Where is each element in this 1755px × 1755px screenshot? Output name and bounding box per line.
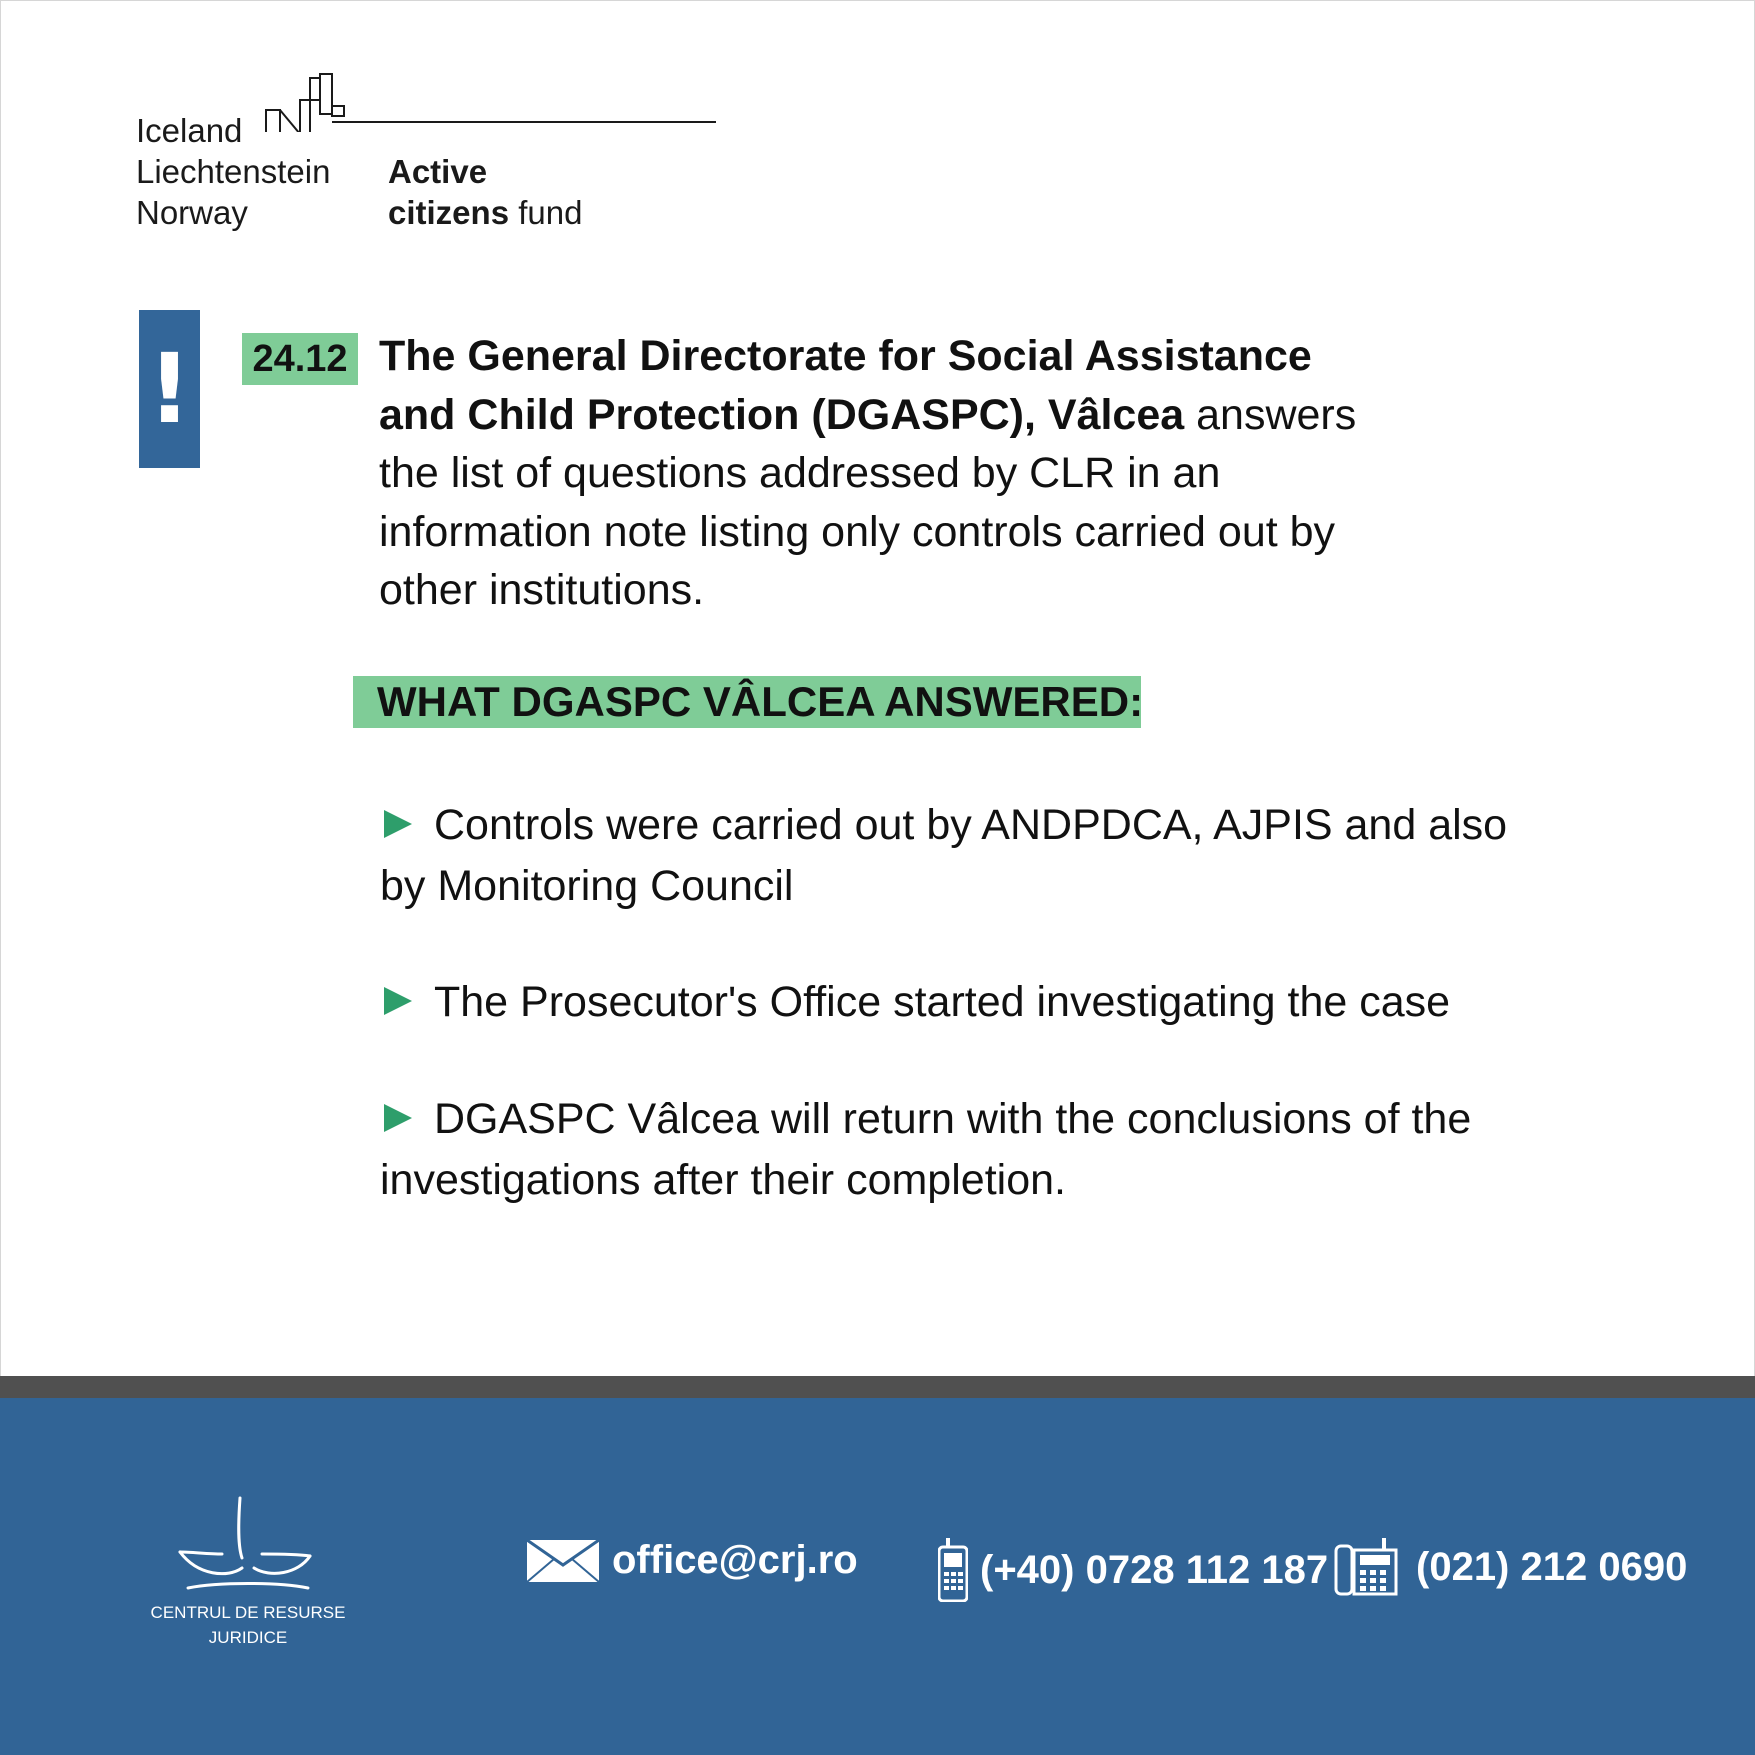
mobile-phone-icon [938,1538,968,1602]
crj-logo [138,1496,358,1647]
fund-line1: Active [388,153,488,190]
mobile-contact[interactable] [938,1538,1328,1602]
list-item-text: DGASPC Vâlcea will return with the conclusions of the investigations after their completion. [380,1095,1472,1204]
email-contact[interactable] [526,1538,858,1583]
donor-countries [136,110,330,233]
triangle-bullet-icon [384,810,412,838]
list-item [380,795,1560,917]
org-name-line1: CENTRUL DE RESURSE [150,1603,346,1622]
envelope-icon [526,1539,600,1583]
eea-grants-logo [136,72,596,242]
triangle-bullet-icon [384,987,412,1015]
fund-line2-rest: fund [509,194,583,231]
footer-divider [0,1376,1755,1398]
answered-heading: WHAT DGASPC VÂLCEA ANSWERED: [353,676,1141,728]
crj-emblem-icon [178,1496,318,1596]
country-iceland: Iceland [136,112,243,149]
mobile-text: (+40) 0728 112 187 [980,1547,1329,1592]
intro-bold: The General Directorate for Social Assistance and Child Protection (DGASPC), Vâlcea [379,332,1312,439]
skyline-logo-icon [264,72,724,132]
list-item [380,972,1560,1033]
fund-line2-bold: citizens [388,194,510,231]
fund-name [388,151,582,233]
list-item-text: Controls were carried out by ANDPDCA, AJPIS and also by Monitoring Council [380,801,1508,910]
triangle-bullet-icon [384,1104,412,1132]
desk-phone-icon [1334,1538,1398,1596]
intro-rest: answers the list of questions addressed by CLR in an information note listing only controls carried out by other institutions. [379,390,1357,614]
date-badge: 24.12 [242,333,358,385]
email-text: office@crj.ro [612,1538,858,1582]
list-item [380,1089,1560,1211]
exclamation-icon [139,310,200,468]
intro-text [379,327,1399,620]
phone-text: (021) 212 0690 [1416,1544,1688,1589]
country-liechtenstein: Liechtenstein [136,153,331,190]
country-norway: Norway [136,194,248,231]
org-name [138,1600,358,1650]
org-name-line2: JURIDICE [208,1628,288,1647]
list-item-text: The Prosecutor's Office started investigating the case [434,978,1451,1026]
exclamation-glyph: ! [147,333,192,445]
phone-contact[interactable] [1334,1538,1687,1596]
